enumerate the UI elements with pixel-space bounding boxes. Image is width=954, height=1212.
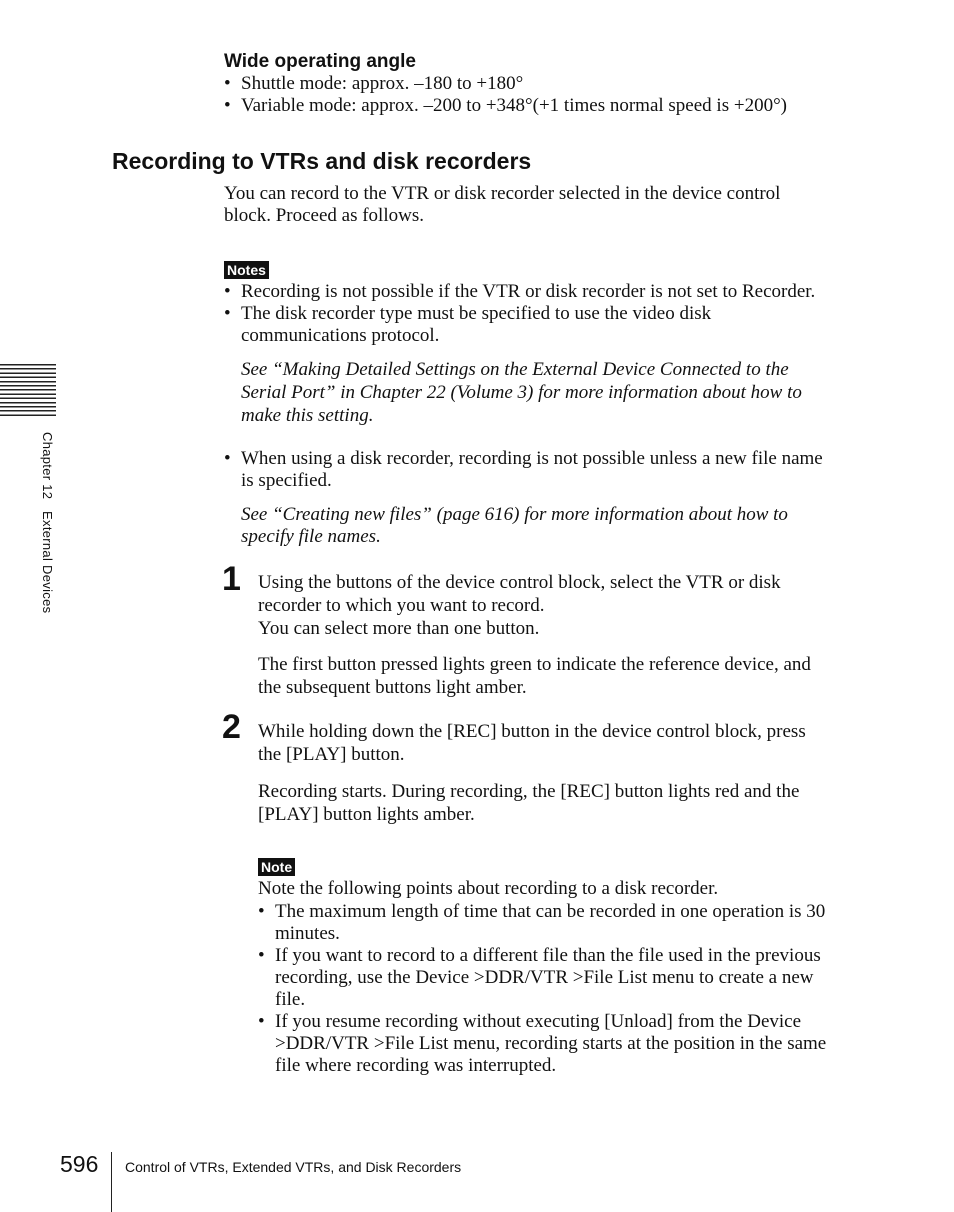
wide-angle-list	[224, 73, 864, 117]
notes-list	[224, 281, 864, 347]
list-item: • The maximum length of time that can be recorded in one operation is 30 minutes.	[258, 901, 826, 944]
step-instruction: While holding down the [REC] button in the device control block, press the [PLAY] button.	[258, 721, 806, 765]
wide-angle-heading: Wide operating angle	[224, 51, 416, 72]
step-number: 1	[222, 560, 241, 598]
list-item: • Shuttle mode: approx. –180 to +180°	[224, 73, 524, 94]
see-reference: See “Creating new files” (page 616) for more information about how to specify file names.	[241, 504, 788, 547]
footer-divider	[111, 1152, 112, 1212]
notes-label: Notes	[224, 261, 269, 280]
step-detail: The first button pressed lights green to indicate the reference device, and the subsequent buttons light amber.	[258, 654, 811, 698]
chapter-side-label: Chapter 12 External Devices	[40, 432, 55, 614]
note-label: Note	[258, 858, 295, 877]
list-item: • Recording is not possible if the VTR or disk recorder is not set to Recorder.	[224, 281, 816, 302]
list-item: • If you want to record to a different file than the file used in the previous recording, use the Device >DDR/VTR >File List menu to create a new file.	[258, 945, 821, 1010]
list-item: • When using a disk recorder, recording is not possible unless a new file name is specified.	[224, 448, 823, 491]
notes-list-continued	[224, 448, 864, 492]
page-number: 596	[60, 1151, 99, 1177]
note-intro: Note the following points about recording to a disk recorder.	[258, 878, 719, 899]
step-detail: Recording starts. During recording, the [REC] button lights red and the [PLAY] button lights amber.	[258, 781, 800, 825]
step-number: 2	[222, 708, 241, 746]
list-item: • Variable mode: approx. –200 to +348°(+1 times normal speed is +200°)	[224, 95, 787, 116]
note-list	[258, 901, 858, 1077]
list-item: • If you resume recording without executing [Unload] from the Device >DDR/VTR >File List menu, recording starts at the position in the same file where recording was interrupted.	[258, 1011, 827, 1076]
section-heading: Recording to VTRs and disk recorders	[112, 148, 532, 174]
chapter-tab-marker	[0, 364, 56, 418]
see-reference: See “Making Detailed Settings on the External Device Connected to the Serial Port” in Chapter 22 (Volume 3) for more information about how to make this setting.	[241, 359, 802, 426]
section-intro: You can record to the VTR or disk recorder selected in the device control block. Proceed as follows.	[224, 183, 781, 226]
footer-title: Control of VTRs, Extended VTRs, and Disk Recorders	[125, 1159, 462, 1175]
list-item: • The disk recorder type must be specified to use the video disk communications protocol.	[224, 303, 712, 346]
step-instruction: Using the buttons of the device control block, select the VTR or disk recorder to which you want to record. You can select more than one button.	[258, 572, 781, 639]
